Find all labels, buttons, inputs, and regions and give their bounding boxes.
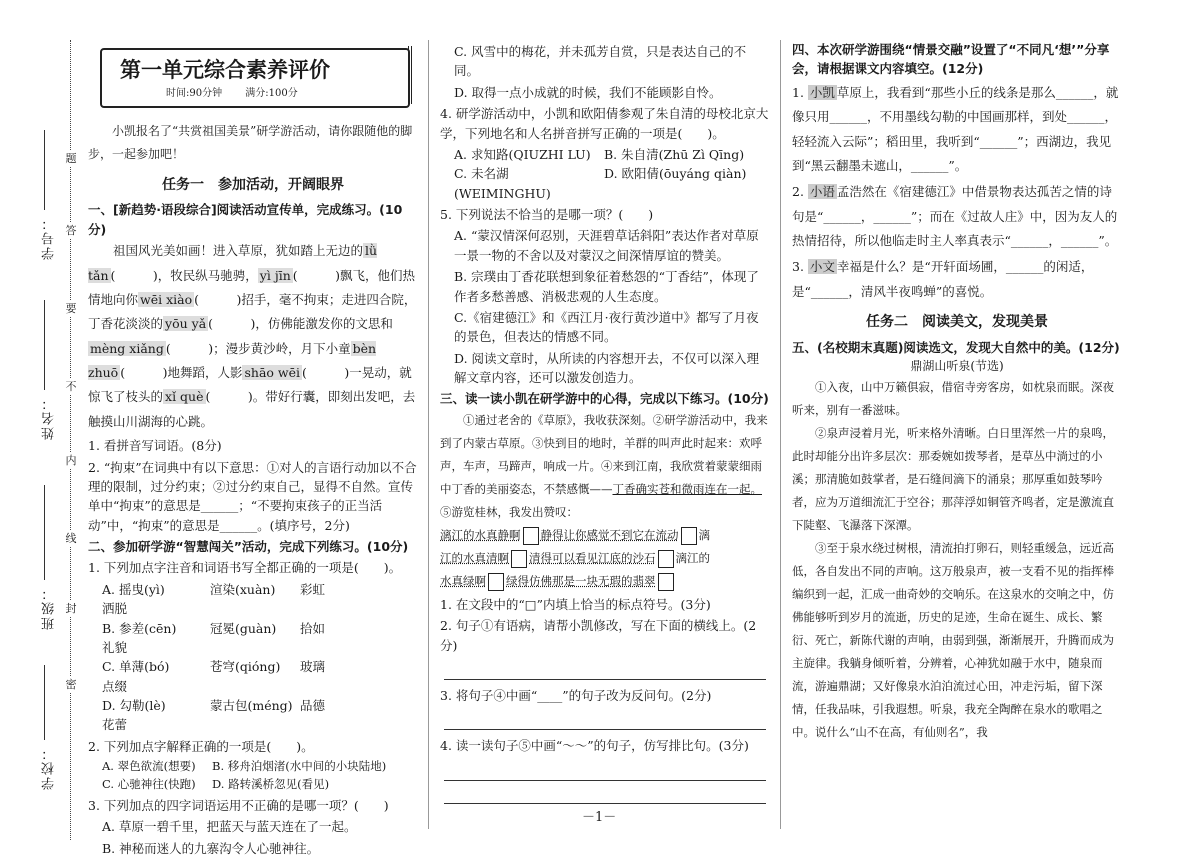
scroll-curl-icon: [392, 46, 412, 104]
q2-3-option-d: D. 取得一点小成就的时候，我们不能顾影自怜。: [454, 84, 722, 100]
name-line: [44, 300, 45, 390]
seal-char: 密: [64, 676, 78, 693]
answer-line[interactable]: [444, 657, 766, 680]
answer-line[interactable]: [444, 758, 766, 781]
question-2-5: 5. 下列说法不恰当的是哪一项？( ): [440, 207, 654, 222]
question-3-3: 3. 将句子④中画“____”的句子改为反问句。(2分): [440, 687, 712, 703]
section-3-passage: ①通过老舍的《草原》，我收获深刻。②研学游活动中，我来到了内蒙古草原。③快到目的地时，羊群的叫声此时起来：欢呼声，车声，马蹄声，响成一片。④来到江南，我欣赏着蒙蒙细雨中丁香的美丽姿态，不禁感慨——丁香确实苍和微雨连在一起。⑤游览桂林，我发出赞叹：: [440, 412, 768, 519]
q2-5-option-d: D. 阅读文章时，从所读的内容想开去，不仅可以深入理解文章内容，还可以激发创造力。: [454, 350, 760, 385]
pinyin-4: yōu yǎ: [165, 316, 207, 332]
section-5-heading: 五、(名校期末真题)阅读选文，发现大自然中的美。(12分): [792, 339, 1120, 355]
task-1-heading: 任务一 参加活动，开阔眼界: [162, 176, 344, 193]
name-tag: 小语: [809, 184, 835, 200]
page-number: －1－: [582, 810, 617, 825]
question-1-1: 1. 看拼音写词语。(8分): [88, 438, 222, 454]
seal-char: 不: [64, 378, 78, 395]
pinyin-6: bèn zhuō: [88, 340, 377, 381]
article-paragraph-2: ②泉声浸着月光，听来格外清晰。白日里浑然一片的泉鸣，此时却能分出许多层次：那委婉如拨琴者，是草丛中淌过的小溪；那清脆如鼓掌者，是石缝间滴下的涌泉；那厚重如鼓琴吟者，应为万道细流汇于空谷；那萍浮如铜管齐鸣者，定是激流直下陡壑、飞瀑落下深潭。: [792, 425, 1114, 532]
name-tag: 小凯: [809, 84, 835, 100]
answer-line[interactable]: [444, 707, 766, 730]
class-line: [44, 485, 45, 580]
name-label: 姓名：: [42, 395, 57, 440]
question-3-2: 2. 句子①有语病，请帮小凯修改，写在下面的横线上。(2分): [440, 618, 757, 653]
student-id-label: 学号：: [42, 215, 57, 260]
question-2-4: 4. 研学游活动中，小凯和欧阳倩参观了朱自清的母校北京大学，下列地名和人名拼音拼写正确的一项是( )。: [440, 106, 769, 141]
punctuation-row-3: 水真绿啊 绿得仿佛那是一块无瑕的翡翠: [440, 570, 770, 593]
intro-text: 小凯报名了“共赏祖国美景”研学游活动，请你跟随他的脚步，一起参加吧！: [88, 124, 413, 162]
q2-5-option-c: C.《宿建德江》和《西江月·夜行黄沙道中》都写了月夜的景色，但表达的情感不同。: [454, 309, 759, 345]
title-box: [100, 48, 410, 108]
pinyin-2: yì jīn: [259, 267, 291, 283]
page-title: 第一单元综合素养评价: [120, 58, 330, 82]
exam-time: 时间:90分钟: [166, 88, 223, 99]
q2-3-option-a: A. 草原一碧千里，把蓝天与蓝天连在了一起。: [102, 819, 357, 835]
task-2-heading: 任务二 阅读美文，发现美景: [866, 314, 1048, 331]
section-4-heading: 四、本次研学游围绕“情景交融”设置了“不同凡‘想’”分享会，请根据课文内容填空。(12分): [792, 42, 1110, 77]
seal-char: 封: [64, 600, 78, 617]
seal-char: 题: [64, 150, 78, 167]
school-label: 学校：: [42, 745, 57, 790]
seal-char: 线: [64, 530, 78, 547]
question-3-1: 1. 在文段中的“□”内填上恰当的标点符号。(3分): [440, 596, 711, 612]
column-divider: [428, 40, 429, 829]
answer-line[interactable]: [444, 781, 766, 804]
seal-char: 答: [64, 222, 78, 239]
section-3-heading: 三、读一读小凯在研学游中的心得，完成以下练习。(10分): [440, 391, 769, 407]
name-tag: 小文: [809, 259, 835, 275]
q2-1-row-a: A. 摇曳(yì) 渲染(xuàn) 彩虹 洒脱: [102, 581, 326, 617]
punctuation-box[interactable]: [488, 573, 504, 591]
question-2-3: 3. 下列加点的四字词语运用不正确的是哪一项？( ): [88, 797, 389, 813]
school-line: [44, 665, 45, 740]
exam-meta: [166, 86, 298, 102]
exam-score: 满分:100分: [245, 88, 298, 99]
class-label: 班级：: [42, 585, 57, 630]
question-4-2: 2. 小语 孟浩然在《宿建德江》中借景物表达孤苦之情的诗句是“______，______”；而在《过故人庄》中，因为友人的热情招待，所以他临走时主人率真表示“______，______”。: [792, 184, 1118, 248]
q2-4-options: A. 求知路(QIUZHI LU) B. 朱自清(Zhū Zì Qīng) C. 未名湖(WEIMINGHU) D. 欧阳倩(ōuyáng qiàn): [454, 146, 747, 201]
punctuation-box[interactable]: [658, 573, 674, 591]
section-1-heading: 一、[新趋势·语段综合]阅读活动宣传单，完成练习。(10分): [88, 202, 403, 237]
column-3: [792, 40, 1122, 744]
q2-5-option-a: A. “蒙汉情深何忍别，天涯碧草话斜阳”表达作者对草原一景一物的不舍以及对蒙汉之间深情厚谊的赞美。: [454, 228, 759, 263]
q2-3-option-b: B. 神秘而迷人的九寨沟令人心驰神往。: [102, 840, 320, 856]
pinyin-1: lǜ tǎn: [88, 243, 378, 283]
seal-char: 内: [64, 452, 78, 469]
question-3-4: 4. 读一读句子⑤中画“～～”的句子，仿写排比句。(3分): [440, 738, 749, 754]
article-title: 鼎湖山听泉(节选): [910, 359, 1004, 374]
column-divider: [780, 40, 781, 829]
article-paragraph-1: ①入夜，山中万籁俱寂，借宿寺旁客房，如枕泉而眠。深夜听来，别有一番滋味。: [792, 379, 1114, 417]
punctuation-box[interactable]: [511, 550, 527, 568]
article-paragraph-3: ③至于泉水绕过树根，清流拍打卵石，则轻重缓急，远近高低，各自发出不同的声响。这万般泉声，被一支看不见的指挥棒编织到一起，汇成一曲奇妙的交响乐。在这泉水的交响之中，仿佛能够听到岁月的流逝，历史的足迹，生命在诞生、成长、繁衍、死亡，新陈代谢的声响，由弱到强，渐渐展开，升腾而成为主旋律。我躺身倾听着，分辨着，心神犹如融于水中，随泉而流，游遍鼎湖；又好像泉水泊泊流过心田，冲走污垢，留下深情，任我品味，引我遐想。听泉，我充全陶醉在泉水的歌唱之中。说什么“山不在高，有仙则名”，我: [792, 540, 1114, 739]
student-id-line: [44, 130, 45, 210]
pinyin-5: mèng xiǎng: [90, 340, 164, 356]
punctuation-row-2: 江的水真清啊 清得可以看见江底的沙石 漓江的: [440, 547, 770, 570]
question-4-1: 1. 小凯 草原上，我看到“那些小丘的线条是那么______，就像只用______，不用墨线勾勒的中国画那样，到处______，轻轻流入云际”；稻田里，我听到“______”；西湖边，我见到“黑云翻墨未遮山，______”。: [792, 84, 1119, 173]
binding-margin: [0, 0, 96, 849]
pinyin-8: xǐ què: [165, 389, 204, 405]
punctuation-box[interactable]: [658, 550, 674, 568]
column-1: [88, 40, 418, 860]
seal-char: 要: [64, 300, 78, 317]
punctuation-box[interactable]: [523, 527, 539, 545]
q2-5-option-b: B. 宗璞由丁香花联想到象征着愁怨的“丁香结”，体现了作者多愁善感、消极悲观的人生态度。: [454, 269, 759, 304]
column-2: [440, 40, 770, 804]
question-2-1: 1. 下列加点字注音和词语书写全都正确的一项是( )。: [88, 560, 402, 576]
section-1-passage: 祖国风光美如画！进入草原，犹如踏上无边的 lǜ tǎn ( )，牧民纵马驰骋， yì jīn ( )飘飞，他们热情地向你 wēi xiào ( )招手，毫不拘束；走进四合院，丁香花淡淡的 yōu yǎ ( )，仿佛能激发你的文思和mèng xiǎng ( )；漫步黄沙岭，月下小童 bèn zhuō ( )地舞蹈，人影 shāo wēi ( )一晃动，就惊飞了枝头的 xǐ què ( )。带好行囊，即刻出发吧，去触摸山川湖海的心跳。: [88, 243, 417, 429]
question-1-2: 2. “拘束”在词典中有以下意思：①对人的言语行动加以不合理的限制，过分约束；②过分约束自己，显得不自然。宣传单中“拘束”的意思是______；“不要拘束孩子的正当活动”中，“拘束”的意思是______。(填序号，2分): [88, 459, 417, 533]
question-2-2: 2. 下列加点字解释正确的一项是( )。: [88, 738, 314, 754]
punctuation-box[interactable]: [681, 527, 697, 545]
q2-1-row-d: D. 勾勒(lè) 蒙古包(méng) 品德 花蕾: [102, 698, 326, 733]
punctuation-row-1: 漓江的水真静啊 静得让你感觉不到它在流动 漓: [440, 524, 770, 547]
section-2-heading: 二、参加研学游“智慧闯关”活动，完成下列练习。(10分): [88, 539, 409, 555]
question-4-3: 3. 小文 幸福是什么？是“开轩面场圃，______的闲适，是“______，清风半夜鸣蝉”的喜悦。: [792, 259, 1094, 299]
q2-1-row-b: B. 参差(cēn) 冠冕(guàn) 拾如 礼貌: [102, 620, 326, 655]
pinyin-3: wēi xiào: [140, 291, 193, 307]
q2-1-row-c: C. 单薄(bó) 苍穹(qióng) 玻璃 点缀: [102, 659, 326, 694]
q2-2-options: A. 翠色欲流(想要) B. 移舟泊烟渚(水中间的小块陆地) C. 心驰神往(快跑) D. 路转溪桥忽见(看见): [102, 759, 387, 792]
underlined-sentence: 丁香确实苍和微雨连在一起。: [612, 481, 762, 496]
pinyin-7: shāo wēi: [244, 365, 300, 381]
q2-3-option-c: C. 风雪中的梅花，并未孤芳自赏，只是表达自己的不同。: [454, 44, 747, 79]
